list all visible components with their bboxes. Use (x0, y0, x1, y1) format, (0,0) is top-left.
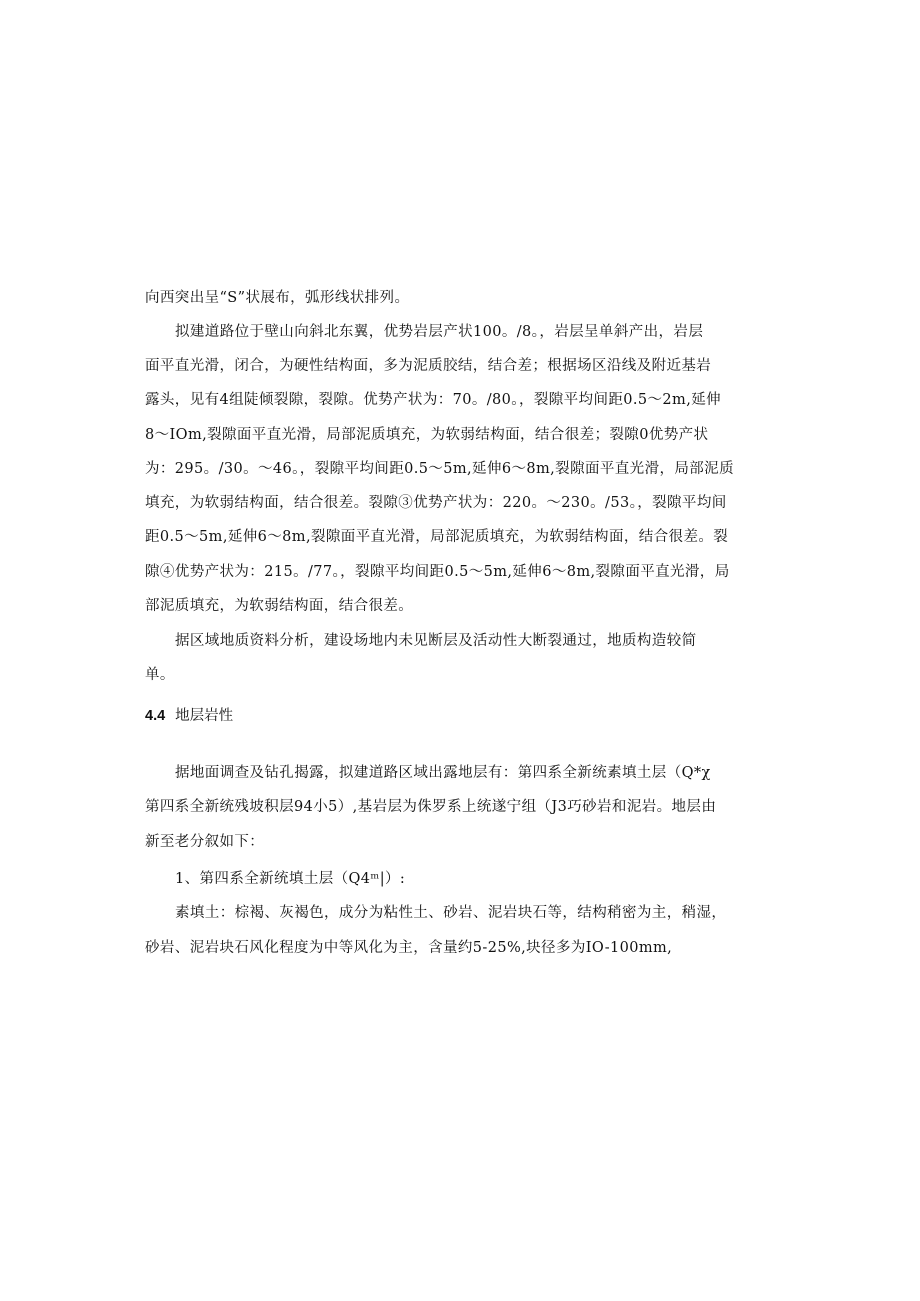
paragraph-line: 据地面调查及钻孔揭露，拟建道路区域出露地层有：第四系全新统素填土层（Q*χ (175, 765, 711, 781)
paragraph-line: 拟建道路位于壁山向斜北东翼，优势岩层产状100。/8。，岩层呈单斜产出，岩层 (175, 324, 704, 340)
paragraph-line: 砂岩、泥岩块石风化程度为中等风化为主，含量约5-25%,块径多为IO-100mm, (145, 940, 673, 956)
paragraph-line: 8～IOm,裂隙面平直光滑，局部泥质填充，为软弱结构面，结合很差；裂隙0优势产状 (145, 427, 709, 443)
paragraph-line: 距0.5～5m,延伸6～8m,裂隙面平直光滑，局部泥质填充，为软弱结构面，结合很差。裂 (145, 529, 729, 545)
paragraph-line: 填充，为软弱结构面，结合很差。裂隙③优势产状为：220。～230。/53。，裂隙平均间 (145, 495, 727, 511)
paragraph-line: 第四系全新统残坡积层94小5）,基岩层为侏罗系上统遂宁组（J3巧砂岩和泥岩。地层由 (145, 799, 717, 815)
paragraph-line: 向西突出呈“S”状展布，弧形线状排列。 (145, 290, 410, 306)
section-heading (145, 706, 233, 726)
paragraph-line: 单。 (145, 667, 175, 683)
section-title: 地层岩性 (175, 708, 234, 724)
paragraph-line: 据区域地质资料分析，建设场地内未见断层及活动性大断裂通过，地质构造较简 (175, 633, 697, 649)
paragraph-line: 新至老分叙如下： (145, 834, 265, 850)
section-number: 4.4 (145, 708, 166, 724)
paragraph-line: 露头，见有4组陡倾裂隙，裂隙。优势产状为：70。/80。，裂隙平均间距0.5～2m,延伸 (145, 392, 722, 408)
paragraph-line: 部泥质填充，为软弱结构面，结合很差。 (145, 598, 414, 614)
paragraph-line: 素填土：棕褐、灰褐色，成分为粘性土、砂岩、泥岩块石等，结构稍密为主，稍湿， (175, 905, 727, 921)
paragraph-line: 为：295。/30。～46。，裂隙平均间距0.5～5m,延伸6～8m,裂隙面平直光滑，局部泥质 (145, 461, 734, 477)
paragraph-line: 面平直光滑，闭合，为硬性结构面，多为泥质胶结，结合差；根据场区沿线及附近基岩 (145, 358, 712, 374)
list-item-heading: 1、第四系全新统填土层（Q4ᵐ|）: (175, 871, 406, 887)
paragraph-line: 隙④优势产状为：215。/77。，裂隙平均间距0.5～5m,延伸6～8m,裂隙面平直光滑，局 (145, 564, 730, 580)
